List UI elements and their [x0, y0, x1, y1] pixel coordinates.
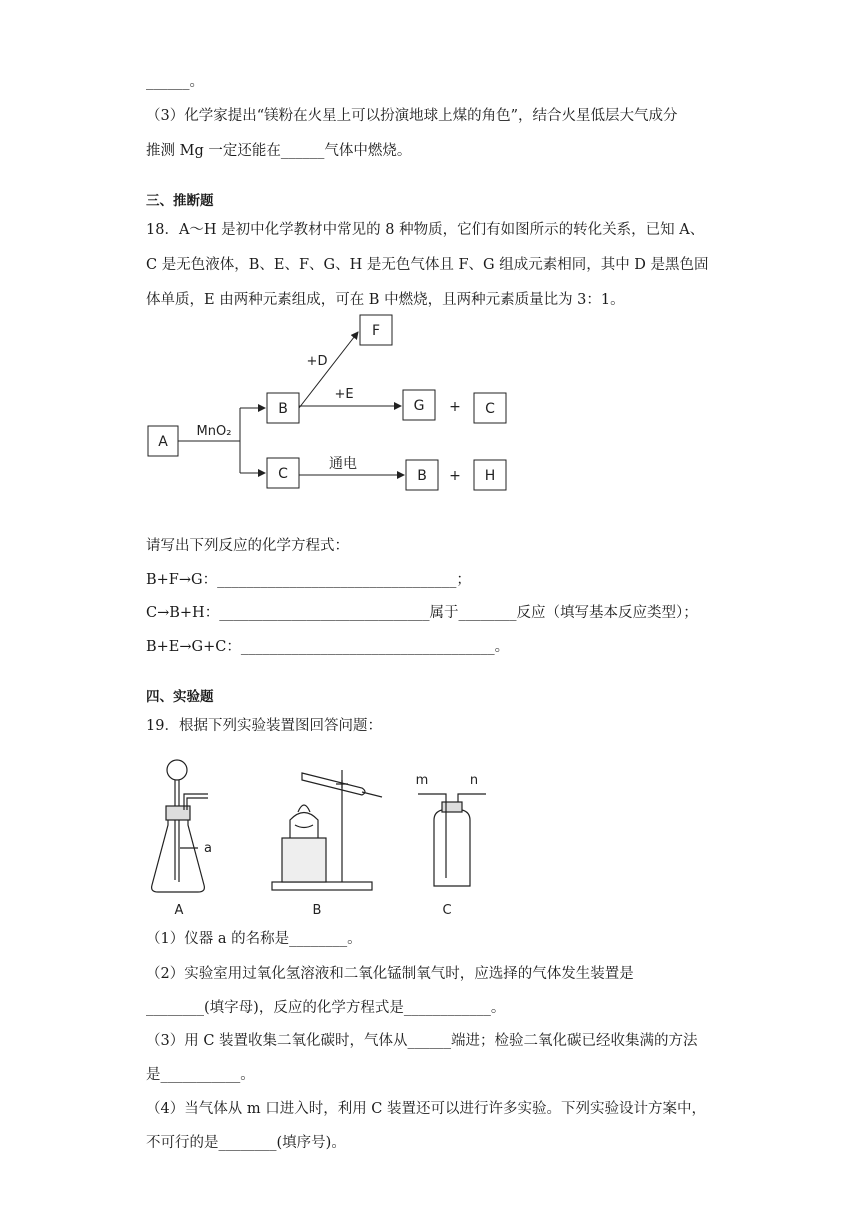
plusD-label: +D	[306, 354, 328, 369]
section-heading: 四、实验题	[146, 689, 214, 705]
question-text: 体单质，E 由两种元素组成，可在 B 中燃烧，且两种元素质量比为 3：1。	[146, 292, 625, 308]
question-text: 不可行的是________(填序号)。	[146, 1135, 346, 1151]
label-C: C	[278, 466, 288, 482]
label-apparatus-b: B	[312, 903, 322, 918]
question-text: 是___________。	[146, 1067, 255, 1083]
question-text: 19．根据下列实验装置图回答问题：	[146, 718, 382, 734]
label-A: A	[158, 434, 168, 450]
apparatus-b-heating	[272, 770, 382, 890]
question-text: 18．A～H 是初中化学教材中常见的 8 种物质，它们有如图所示的转化关系，已知 A、	[146, 222, 705, 238]
reaction-diagram	[140, 310, 520, 496]
equation-line: C→B+H：_____________________________属于________反应（填写基本反应类型）；	[146, 605, 698, 621]
apparatus-a-flask	[152, 760, 208, 892]
apparatus-c-bottle	[418, 794, 486, 886]
apparatus-figure	[140, 750, 500, 920]
electrolysis-label: 通电	[329, 456, 357, 472]
section-heading: 三、推断题	[146, 193, 214, 209]
question-text: （3）用 C 装置收集二氧化碳时，气体从______端进；检验二氧化碳已经收集满的方法	[146, 1033, 698, 1049]
label-apparatus-a: A	[174, 903, 184, 918]
equation-line: B+E→G+C：___________________________________。	[146, 639, 510, 655]
label-port-m: m	[415, 773, 429, 788]
plus-sign: +	[449, 468, 461, 484]
label-port-n: n	[469, 773, 479, 788]
equation-line: B+F→G：_________________________________；	[146, 572, 471, 588]
text-line: 请写出下列反应的化学方程式：	[146, 538, 349, 554]
text-line: ______。	[146, 74, 204, 90]
text-line: 推测 Mg 一定还能在______气体中燃烧。	[146, 143, 412, 159]
label-B: B	[278, 401, 288, 417]
question-text: ________(填字母)，反应的化学方程式是____________。	[146, 1000, 506, 1016]
question-text: （4）当气体从 m 口进入时，利用 C 装置还可以进行许多实验。下列实验设计方案中，	[146, 1101, 707, 1117]
label-apparatus-c: C	[442, 903, 452, 918]
label-F: F	[371, 323, 381, 339]
question-text: （1）仪器 a 的名称是________。	[146, 931, 362, 947]
catalyst-label: MnO₂	[196, 424, 232, 439]
label-B2: B	[417, 468, 427, 484]
label-H: H	[484, 468, 496, 484]
plus-sign: +	[449, 399, 461, 415]
text-line: （3）化学家提出“镁粉在火星上可以扮演地球上煤的角色”，结合火星低层大气成分	[146, 108, 678, 124]
label-G: G	[413, 398, 425, 414]
label-instrument-a: a	[204, 841, 212, 856]
question-text: （2）实验室用过氧化氢溶液和二氧化锰制氧气时，应选择的气体发生装置是	[146, 966, 634, 982]
plusE-label: +E	[334, 387, 354, 402]
label-C2: C	[485, 401, 495, 417]
question-text: C 是无色液体，B、E、F、G、H 是无色气体且 F、G 组成元素相同，其中 D 是黑色固	[146, 257, 709, 273]
